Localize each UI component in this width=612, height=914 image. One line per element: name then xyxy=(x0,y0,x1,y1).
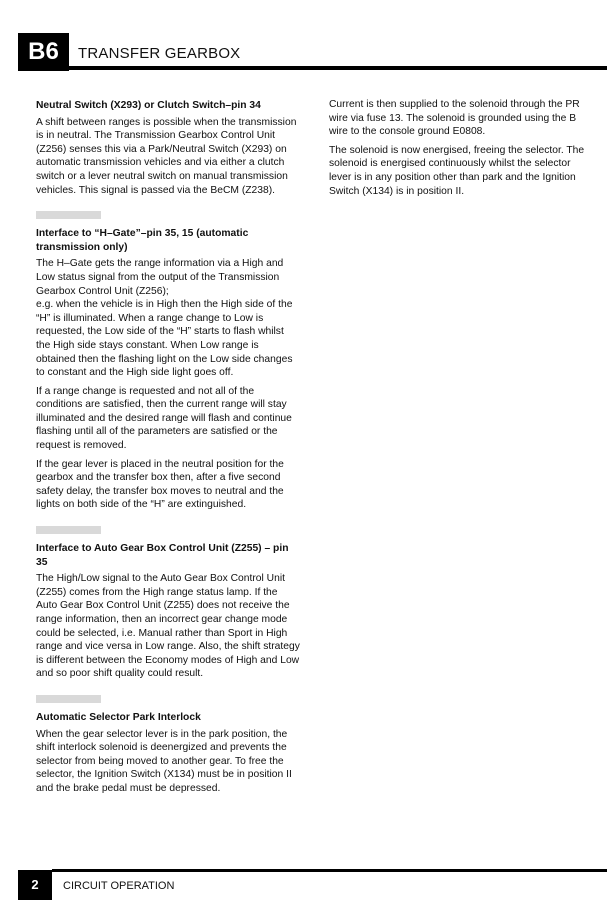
section-neutral-switch xyxy=(36,99,300,197)
paragraph: The H–Gate gets the range information via a High and Low status signal from the output of the Transmission Gearbox Control Unit (Z256); xyxy=(36,258,284,297)
paragraph: Current is then supplied to the solenoid through the PR wire via fuse 13. The solenoid is grounded using the B wire to the console ground E0808. xyxy=(329,99,580,138)
footer-title: CIRCUIT OPERATION xyxy=(63,880,175,892)
header-rule xyxy=(69,66,607,70)
page-title: TRANSFER GEARBOX xyxy=(78,45,241,62)
section-divider-bar xyxy=(36,695,101,703)
section-divider-bar xyxy=(36,526,101,534)
section-heading: Neutral Switch (X293) or Clutch Switch–pin 34 xyxy=(36,100,261,111)
section-heading: Automatic Selector Park Interlock xyxy=(36,711,201,723)
section-auto-gearbox xyxy=(36,526,300,681)
paragraph: If a range change is requested and not all of the conditions are satisfied, then the current range will stay illuminated and the desired range will flash and continue flashing until all of the parameters are satisfied or the request is removed. xyxy=(36,385,292,452)
section-park-interlock xyxy=(36,695,300,796)
left-column xyxy=(36,99,300,810)
section-h-gate xyxy=(36,211,300,512)
section-heading: Interface to “H–Gate”–pin 35, 15 (automatic transmission only) xyxy=(36,228,249,253)
paragraph: When the gear selector lever is in the park position, the shift interlock solenoid is deenergized and prevents the selector from being moved to another gear. To free the selector, the Ignition Switch (X134) must be in position II and the brake pedal must be depressed. xyxy=(36,728,292,794)
section-code-badge: B6 xyxy=(18,33,69,71)
paragraph: The High/Low signal to the Auto Gear Box Control Unit (Z255) comes from the High range status lamp. If the Auto Gear Box Control Unit (Z255) does not receive the range information, then an incorrect gear change mode could be selected, i.e. Manual rather than Sport in High range and vice versa in Low range. Also, the shift strategy is different between the Economy modes of High and Low and so poor shift quality could result. xyxy=(36,573,300,680)
section-divider-bar xyxy=(36,211,101,219)
footer-rule xyxy=(52,869,607,872)
paragraph: If the gear lever is placed in the neutral position for the gearbox and the transfer box then, after a five second safety delay, the transfer box moves to neutral and the lights on both side of the “H” are extinguished. xyxy=(36,458,284,511)
page-number-badge: 2 xyxy=(18,870,52,900)
section-heading: Interface to Auto Gear Box Control Unit (Z255) – pin 35 xyxy=(36,543,289,568)
paragraph: The solenoid is now energised, freeing the selector. The solenoid is energised continuously whilst the selector lever is in any position other than park and the Ignition Switch (X134) is in position II. xyxy=(329,144,585,197)
paragraph: e.g. when the vehicle is in High then the High side of the “H” is illuminated. When a range change to Low is requested, the Low side of the “H” starts to flash whilst the High side stays constant. When Low range is obtained then the flashing light on the Low side changes to constant and the High side light goes off. xyxy=(36,299,293,379)
right-column xyxy=(329,98,591,203)
paragraph: A shift between ranges is possible when the transmission is in neutral. The Transmission Gearbox Control Unit (Z256) senses this via a Park/Neutral Switch (X293) on automatic transmission vehicles and via either a clutch switch or a lever neutral switch on manual transmission vehicles. This signal is passed via the BeCM (Z238). xyxy=(36,116,297,196)
